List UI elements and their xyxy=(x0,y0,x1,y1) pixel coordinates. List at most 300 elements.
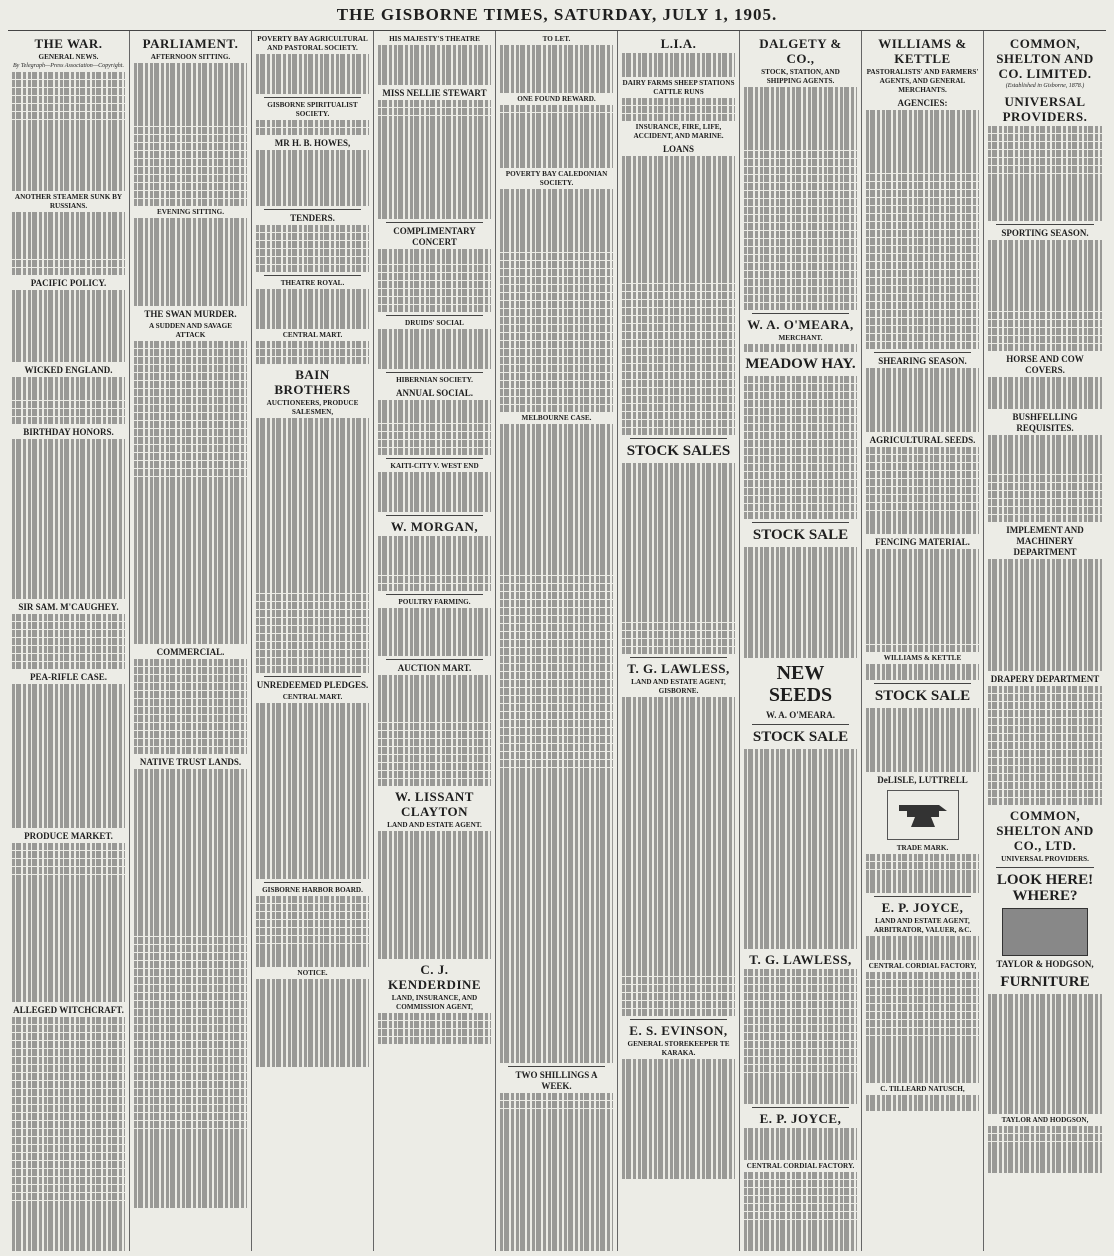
text-line xyxy=(256,341,369,349)
agencies-heading: AGENCIES: xyxy=(897,98,948,108)
divider xyxy=(752,522,849,523)
text-line xyxy=(134,95,247,103)
text-line xyxy=(988,459,1102,467)
text-line xyxy=(744,885,857,893)
text-line xyxy=(866,310,979,318)
text-line xyxy=(500,831,613,839)
text-line xyxy=(866,511,979,519)
text-line xyxy=(12,1073,125,1081)
text-line xyxy=(12,978,125,986)
text-line xyxy=(622,697,735,705)
text-line xyxy=(988,515,1102,523)
text-line xyxy=(988,280,1102,288)
text-line xyxy=(256,442,369,450)
text-line xyxy=(622,252,735,260)
text-line xyxy=(866,589,979,597)
text-line xyxy=(744,773,857,781)
text-line xyxy=(622,929,735,937)
text-line xyxy=(622,1067,735,1075)
horse-cow-covers-heading: HORSE AND COW COVERS. xyxy=(1006,354,1084,376)
text-line xyxy=(256,735,369,743)
divider xyxy=(874,683,971,684)
text-line xyxy=(866,479,979,487)
text-line xyxy=(988,1106,1102,1114)
tenders-heading: TENDERS. xyxy=(290,212,335,223)
text-line xyxy=(500,672,613,680)
new-seeds-heading: NEW SEEDS xyxy=(768,662,833,707)
text-line xyxy=(134,825,247,833)
text-line xyxy=(256,904,369,912)
text-line xyxy=(134,739,247,747)
lawless-sub: LAND AND ESTATE AGENT, GISBORNE. xyxy=(631,678,726,696)
text-line xyxy=(378,755,491,763)
text-line xyxy=(256,1043,369,1051)
text-line xyxy=(256,120,369,128)
divider xyxy=(386,315,483,316)
text-line xyxy=(134,1033,247,1041)
text-line xyxy=(12,527,125,535)
divider xyxy=(996,224,1094,225)
text-line xyxy=(500,69,613,77)
text-line xyxy=(866,190,979,198)
text-line xyxy=(134,532,247,540)
text-line xyxy=(12,986,125,994)
text-line xyxy=(500,365,613,373)
text-line xyxy=(134,945,247,953)
text-line xyxy=(134,242,247,250)
text-line xyxy=(500,1244,613,1251)
meadow-hay-heading: MEADOW HAY. xyxy=(745,355,856,372)
text-line xyxy=(622,1009,735,1017)
text-line xyxy=(12,252,125,260)
text-line xyxy=(12,377,125,385)
text-line xyxy=(256,297,369,305)
text-line xyxy=(12,843,125,851)
text-line xyxy=(12,519,125,527)
text-line xyxy=(988,158,1102,166)
text-line xyxy=(12,551,125,559)
text-line xyxy=(866,262,979,270)
text-line xyxy=(744,1243,857,1251)
text-line xyxy=(256,426,369,434)
text-line xyxy=(12,471,125,479)
text-line xyxy=(866,581,979,589)
text-line xyxy=(622,196,735,204)
text-line xyxy=(744,917,857,925)
text-line xyxy=(866,1059,979,1067)
text-line xyxy=(500,85,613,93)
text-line xyxy=(378,707,491,715)
text-line xyxy=(134,250,247,258)
text-line xyxy=(744,303,857,311)
text-line xyxy=(500,77,613,85)
text-line xyxy=(134,1113,247,1121)
text-line xyxy=(622,777,735,785)
text-line xyxy=(500,1109,613,1117)
text-line xyxy=(134,1176,247,1184)
text-line xyxy=(378,648,491,656)
text-line xyxy=(500,1015,613,1023)
text-line xyxy=(12,354,125,362)
text-line xyxy=(500,632,613,640)
text-line xyxy=(866,318,979,326)
text-line xyxy=(988,1002,1102,1010)
text-line xyxy=(256,799,369,807)
text-line xyxy=(866,988,979,996)
text-line xyxy=(622,623,735,631)
text-line xyxy=(12,535,125,543)
text-line xyxy=(256,594,369,602)
text-line xyxy=(378,53,491,61)
text-line xyxy=(378,488,491,496)
text-line xyxy=(866,270,979,278)
text-line xyxy=(134,282,247,290)
text-line xyxy=(988,1082,1102,1090)
text-line xyxy=(134,747,247,755)
text-line xyxy=(744,432,857,440)
text-line xyxy=(12,614,125,622)
text-line xyxy=(988,686,1102,694)
text-line xyxy=(744,207,857,215)
text-line xyxy=(12,1129,125,1137)
text-line xyxy=(500,528,613,536)
his-majestys-theatre-heading: HIS MAJESTY'S THEATRE xyxy=(389,35,480,43)
text-line xyxy=(12,716,125,724)
newspaper-page xyxy=(8,30,1106,1251)
text-line xyxy=(12,575,125,583)
text-line xyxy=(866,134,979,142)
text-line xyxy=(866,613,979,621)
text-line xyxy=(500,728,613,736)
text-line xyxy=(744,376,857,384)
text-line xyxy=(256,1059,369,1067)
text-line xyxy=(134,175,247,183)
text-line xyxy=(500,552,613,560)
text-line xyxy=(378,211,491,219)
text-line xyxy=(622,172,735,180)
text-line xyxy=(256,863,369,871)
text-line xyxy=(256,490,369,498)
text-line xyxy=(988,312,1102,320)
column-9 xyxy=(984,31,1106,1251)
text-line xyxy=(866,1028,979,1036)
text-line xyxy=(134,937,247,945)
text-line xyxy=(256,727,369,735)
text-line xyxy=(134,79,247,87)
text-line xyxy=(12,1145,125,1153)
text-line xyxy=(866,206,979,214)
text-line xyxy=(256,602,369,610)
column-7 xyxy=(740,31,862,1251)
text-line xyxy=(744,869,857,877)
text-line xyxy=(12,922,125,930)
text-line xyxy=(866,495,979,503)
text-line xyxy=(378,616,491,624)
text-line xyxy=(378,108,491,116)
text-line xyxy=(622,873,735,881)
text-line xyxy=(12,346,125,354)
harbor-board-heading: GISBORNE HARBOR BOARD. xyxy=(262,885,363,894)
text-line xyxy=(622,793,735,801)
text-line xyxy=(12,463,125,471)
text-line xyxy=(500,309,613,317)
text-line xyxy=(134,564,247,572)
joyce-ad-2: E. P. JOYCE, xyxy=(881,900,964,916)
text-line xyxy=(622,647,735,655)
text-line xyxy=(500,688,613,696)
text-line xyxy=(866,645,979,653)
hibernian-society-heading: HIBERNIAN SOCIETY. xyxy=(396,375,473,384)
bain-brothers-ad: BAIN BROTHERS xyxy=(274,367,351,398)
text-line xyxy=(12,859,125,867)
text-line xyxy=(866,198,979,206)
text-line xyxy=(134,1184,247,1192)
text-line xyxy=(866,384,979,392)
text-line xyxy=(500,261,613,269)
delisle-luttrell-ad: DeLISLE, LUTTRELL xyxy=(877,774,968,785)
text-line xyxy=(256,158,369,166)
text-line xyxy=(134,71,247,79)
text-line xyxy=(378,951,491,959)
text-line xyxy=(622,348,735,356)
text-line xyxy=(622,631,735,639)
text-line xyxy=(988,655,1102,663)
text-line xyxy=(134,1121,247,1129)
text-line xyxy=(988,1050,1102,1058)
text-line xyxy=(744,1144,857,1152)
text-line xyxy=(378,560,491,568)
text-line xyxy=(500,895,613,903)
text-line xyxy=(500,887,613,895)
text-line xyxy=(256,321,369,329)
text-line xyxy=(988,1149,1102,1157)
text-line xyxy=(378,552,491,560)
text-line xyxy=(866,526,979,534)
text-line xyxy=(134,258,247,266)
text-line xyxy=(988,197,1102,205)
text-line xyxy=(500,1124,613,1132)
text-line xyxy=(12,455,125,463)
text-line xyxy=(12,708,125,716)
text-line xyxy=(866,740,979,748)
text-line xyxy=(12,143,125,151)
text-line xyxy=(744,231,857,239)
text-line xyxy=(500,113,613,121)
divider xyxy=(630,1019,727,1020)
text-line xyxy=(256,562,369,570)
text-line xyxy=(378,568,491,576)
text-line xyxy=(744,1196,857,1204)
text-line xyxy=(622,865,735,873)
text-line xyxy=(622,753,735,761)
text-line xyxy=(622,1163,735,1171)
text-line xyxy=(134,969,247,977)
text-line xyxy=(988,1066,1102,1074)
lawless-ad-2: T. G. LAWLESS, xyxy=(749,951,852,967)
two-shillings-heading: TWO SHILLINGS A WEEK. xyxy=(515,1069,598,1091)
text-line xyxy=(378,480,491,488)
text-line xyxy=(500,879,613,887)
text-line xyxy=(12,104,125,112)
text-line xyxy=(500,496,613,504)
text-line xyxy=(134,580,247,588)
text-line xyxy=(12,890,125,898)
divider xyxy=(264,209,361,210)
text-line xyxy=(744,813,857,821)
text-line xyxy=(500,568,613,576)
afternoon-sitting-heading: AFTERNOON SITTING. xyxy=(150,53,231,61)
text-line xyxy=(744,611,857,619)
text-line xyxy=(622,340,735,348)
text-line xyxy=(744,969,857,977)
text-line xyxy=(744,563,857,571)
text-line xyxy=(500,704,613,712)
central-mart-heading-1: CENTRAL MART. xyxy=(282,330,343,339)
text-line xyxy=(12,820,125,828)
text-line xyxy=(12,804,125,812)
text-line xyxy=(378,281,491,289)
text-line xyxy=(988,320,1102,328)
shop-building-image xyxy=(1002,908,1088,956)
text-line xyxy=(622,487,735,495)
divider xyxy=(630,438,727,439)
text-line xyxy=(744,781,857,789)
trade-mark-label: TRADE MARK. xyxy=(896,843,949,852)
taylor-hodgson-ad: TAYLOR & HODGSON, xyxy=(996,959,1094,970)
text-line xyxy=(500,45,613,53)
text-line xyxy=(866,664,979,672)
text-line xyxy=(12,72,125,80)
text-line xyxy=(500,640,613,648)
text-line xyxy=(12,244,125,252)
spiritualist-society-heading: GISBORNE SPIRITUALIST SOCIETY. xyxy=(267,100,358,118)
kenderdine-sub: LAND, INSURANCE, AND COMMISSION AGENT, xyxy=(391,993,478,1011)
text-line xyxy=(744,635,857,643)
text-line xyxy=(500,1228,613,1236)
text-line xyxy=(134,111,247,119)
text-line xyxy=(500,919,613,927)
text-line xyxy=(866,597,979,605)
text-line xyxy=(134,127,247,135)
text-line xyxy=(134,389,247,397)
text-line xyxy=(256,823,369,831)
text-line xyxy=(988,467,1102,475)
text-line xyxy=(378,337,491,345)
text-line xyxy=(134,1001,247,1009)
text-line xyxy=(256,198,369,206)
text-line xyxy=(500,405,613,413)
text-line xyxy=(256,570,369,578)
text-line xyxy=(12,646,125,654)
text-line xyxy=(988,599,1102,607)
text-line xyxy=(134,103,247,111)
text-line xyxy=(500,1156,613,1164)
text-line xyxy=(12,183,125,191)
lissant-clayton-ad: W. LISSANT CLAYTON xyxy=(395,789,474,820)
text-line xyxy=(500,301,613,309)
text-line xyxy=(866,1095,979,1103)
text-line xyxy=(622,953,735,961)
text-line xyxy=(12,393,125,401)
text-line xyxy=(744,821,857,829)
text-line xyxy=(378,779,491,787)
agricultural-seeds-heading: AGRICULTURAL SEEDS. xyxy=(869,434,976,445)
dairy-farms-heading: DAIRY FARMS SHEEP STATIONS CATTLE RUNS xyxy=(622,78,735,96)
text-line xyxy=(12,772,125,780)
text-line xyxy=(622,69,735,77)
text-line xyxy=(866,637,979,645)
text-line xyxy=(988,663,1102,671)
text-line xyxy=(866,1004,979,1012)
text-line xyxy=(12,662,125,670)
text-line xyxy=(866,326,979,334)
text-line xyxy=(256,233,369,241)
taylor-hodgson-ad-2: TAYLOR AND HODGSON, xyxy=(1001,1115,1089,1124)
text-line xyxy=(988,1157,1102,1165)
text-line xyxy=(12,906,125,914)
text-line xyxy=(744,223,857,231)
text-line xyxy=(12,1025,125,1033)
text-line xyxy=(378,361,491,369)
text-line xyxy=(500,791,613,799)
text-line xyxy=(866,238,979,246)
text-line xyxy=(256,775,369,783)
text-line xyxy=(256,610,369,618)
text-line xyxy=(744,1204,857,1212)
text-line xyxy=(622,809,735,817)
text-line xyxy=(988,994,1102,1002)
natusch-ad: C. TILLEARD NATUSCH, xyxy=(880,1085,965,1094)
text-line xyxy=(744,829,857,837)
text-line xyxy=(500,277,613,285)
text-line xyxy=(500,197,613,205)
text-line xyxy=(744,901,857,909)
text-line xyxy=(866,230,979,238)
complimentary-concert-heading: COMPLIMENTARY CONCERT xyxy=(393,225,476,247)
text-line xyxy=(622,114,735,122)
text-line xyxy=(622,639,735,647)
text-line xyxy=(866,573,979,581)
trade-mark-logo xyxy=(887,790,959,840)
text-line xyxy=(378,739,491,747)
text-line xyxy=(500,855,613,863)
text-line xyxy=(134,469,247,477)
text-line xyxy=(988,1165,1102,1173)
text-line xyxy=(866,854,979,862)
text-line xyxy=(988,1058,1102,1066)
text-line xyxy=(378,448,491,456)
text-line xyxy=(866,732,979,740)
text-line xyxy=(988,443,1102,451)
text-line xyxy=(256,305,369,313)
agricultural-society-heading: POVERTY BAY AGRICULTURAL AND PASTORAL SOCIETY. xyxy=(257,35,368,52)
text-line xyxy=(256,995,369,1003)
text-line xyxy=(256,634,369,642)
text-line xyxy=(134,191,247,199)
text-line xyxy=(378,943,491,951)
text-line xyxy=(12,1153,125,1161)
text-line xyxy=(256,546,369,554)
text-line xyxy=(134,341,247,349)
text-line xyxy=(378,747,491,755)
text-line xyxy=(256,190,369,198)
text-line xyxy=(622,535,735,543)
text-line xyxy=(134,1168,247,1176)
text-line xyxy=(256,743,369,751)
text-line xyxy=(622,945,735,953)
text-line xyxy=(12,748,125,756)
text-line xyxy=(988,304,1102,312)
